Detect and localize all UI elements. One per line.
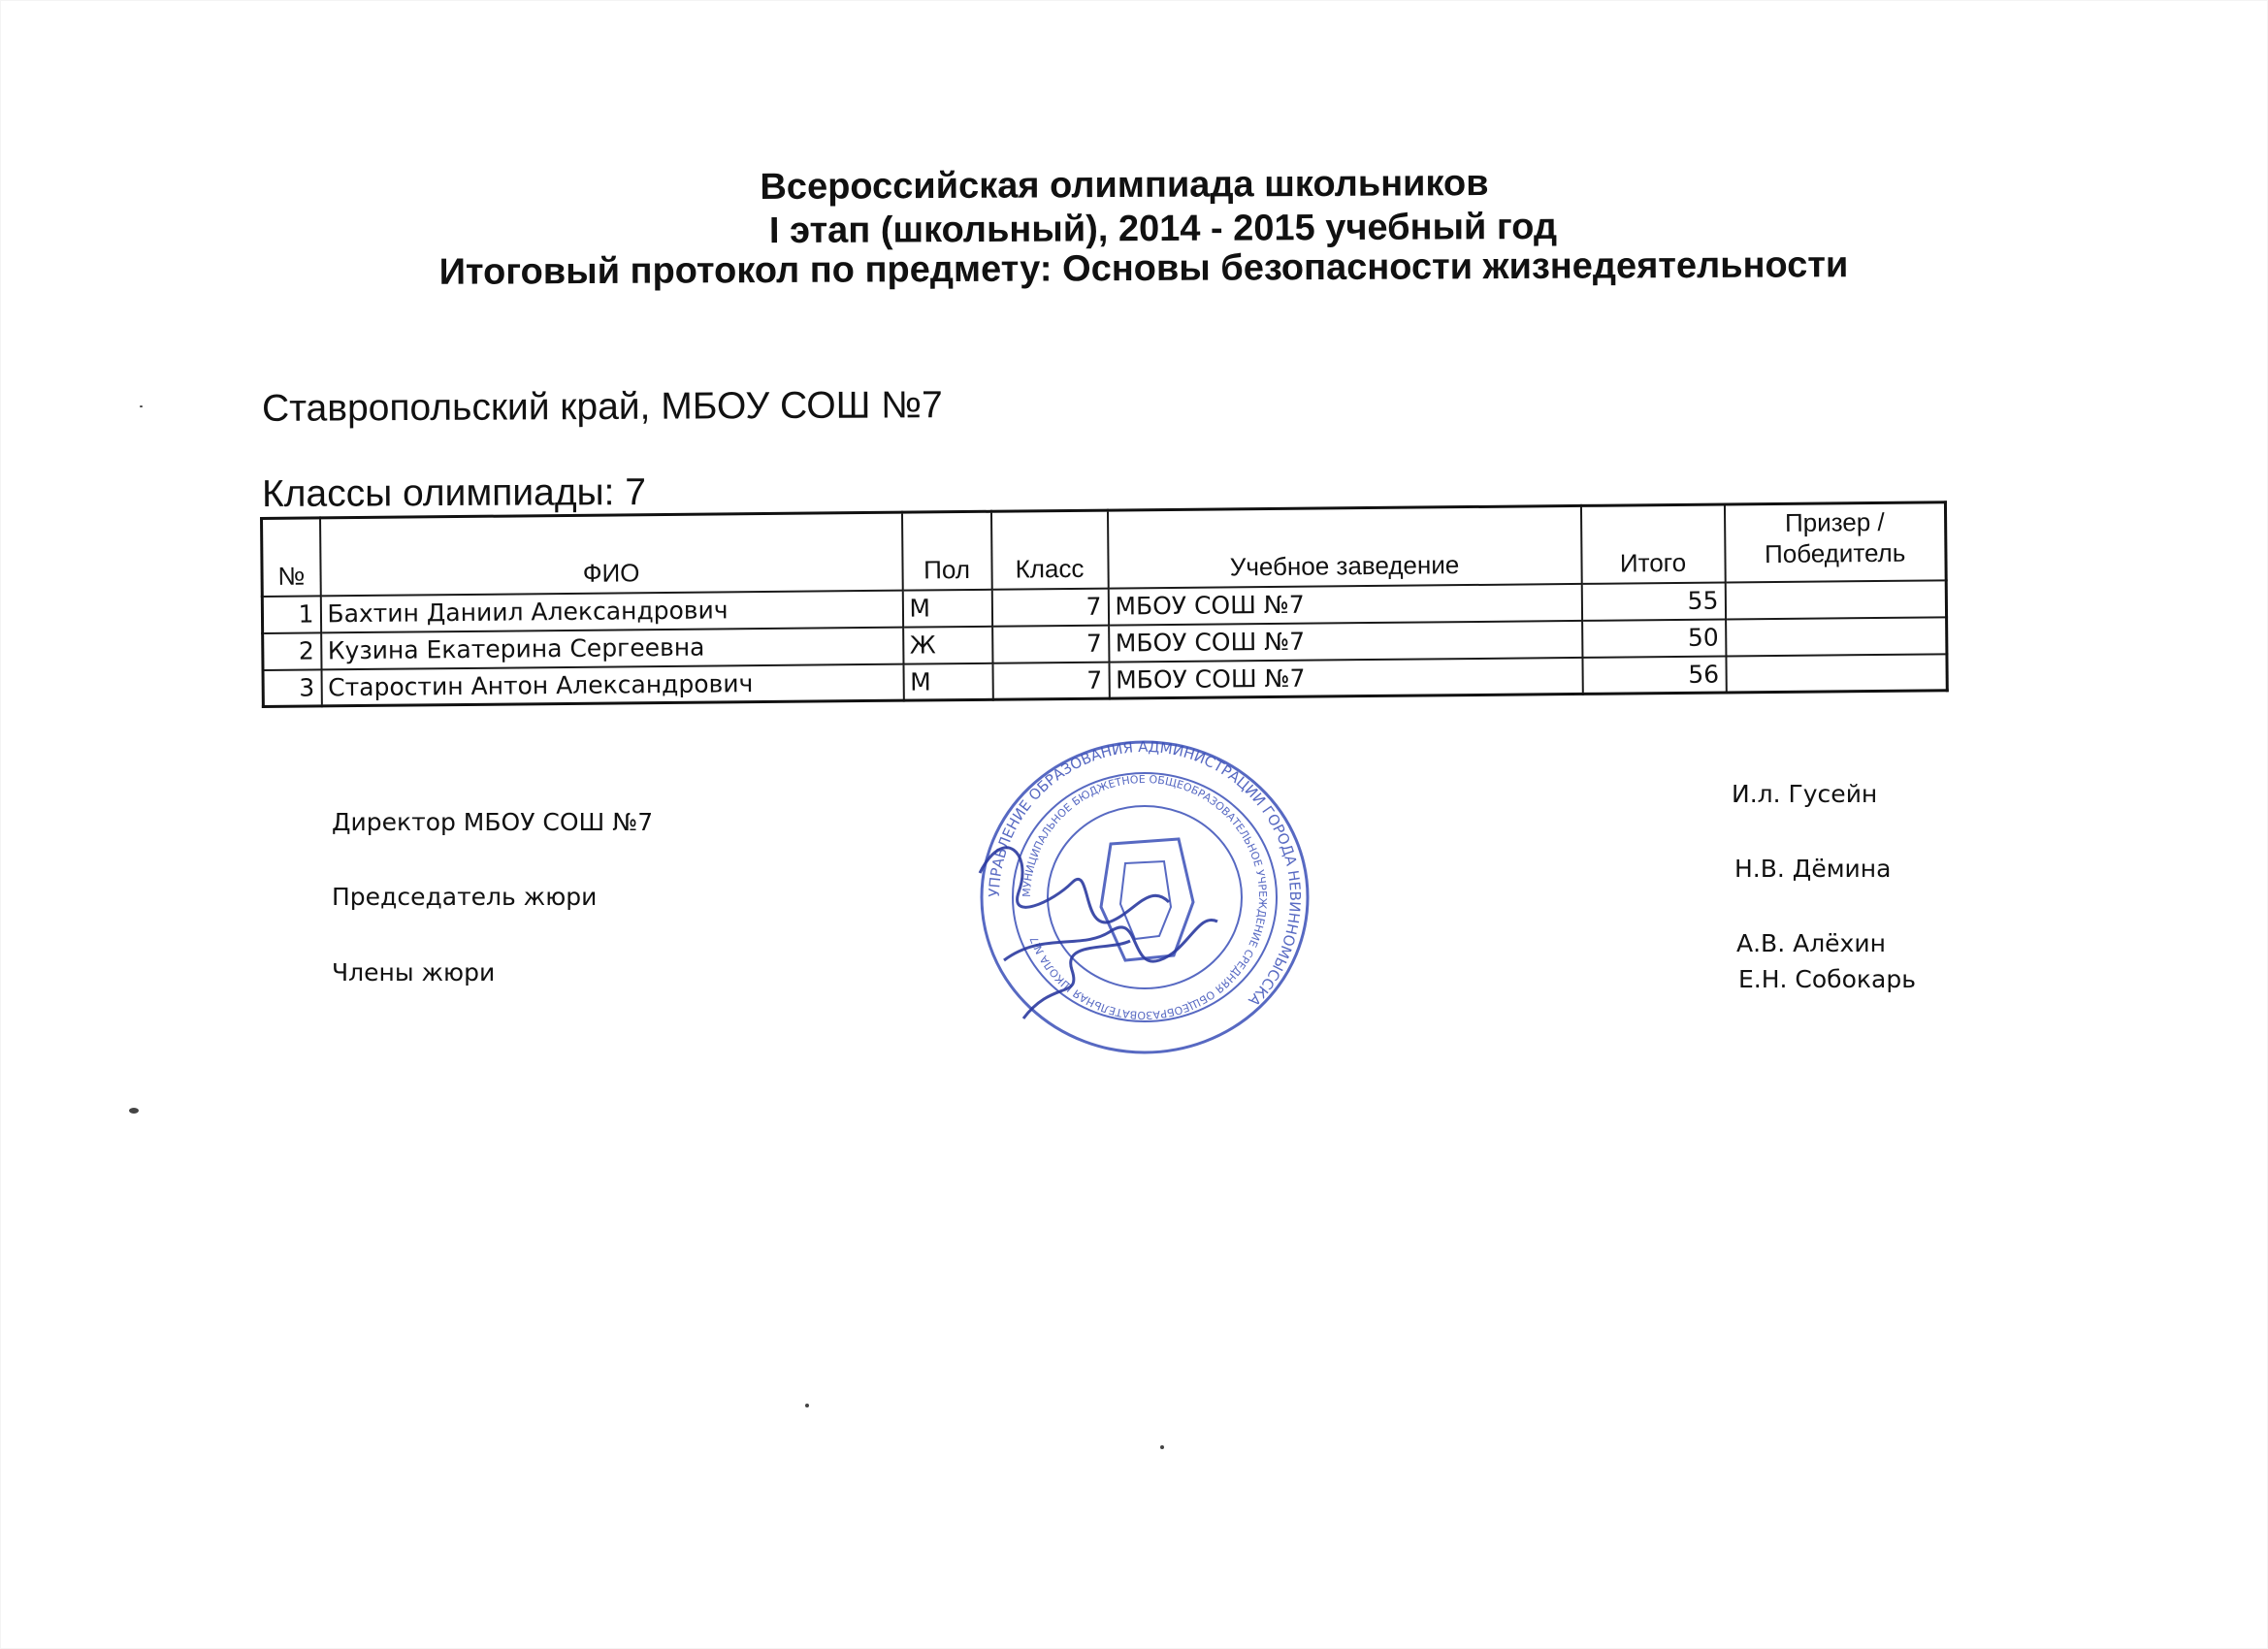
- results-table-container: [260, 501, 1949, 708]
- scan-speck: [140, 405, 143, 407]
- official-stamp: [965, 737, 1324, 1057]
- cell-prize: [1726, 654, 1947, 693]
- cell-school: МБОУ СОШ №7: [1109, 657, 1582, 698]
- cell-sex: М: [902, 589, 991, 627]
- cell-class: 7: [991, 588, 1108, 626]
- cell-number: 2: [263, 632, 321, 670]
- jury-chair-label: Председатель жюри: [332, 883, 598, 911]
- stamp-outer-text: УПРАВЛЕНИЕ ОБРАЗОВАНИЯ АДМИНИСТРАЦИИ ГОРОДА НЕВИННОМЫССКА: [985, 737, 1305, 1010]
- scan-speck: [805, 1404, 809, 1407]
- cell-sex: Ж: [903, 626, 992, 663]
- director-name: И.л. Гусейн: [1732, 780, 1878, 808]
- title-line-3: Итоговый протокол по предмету: Основы безопасности жизнедеятельности: [438, 244, 1849, 293]
- col-header-fio: ФИО: [320, 512, 903, 596]
- title-line-1: Всероссийская олимпиада школьников: [760, 163, 1489, 208]
- cell-total: 50: [1582, 619, 1726, 657]
- col-header-school: Учебное заведение: [1107, 505, 1581, 588]
- cell-fio: Бахтин Даниил Александрович: [320, 590, 902, 632]
- director-label: Директор МБОУ СОШ №7: [332, 808, 654, 836]
- jury-members-label: Члены жюри: [332, 958, 496, 986]
- cell-total: 55: [1581, 582, 1725, 620]
- jury-chair-name: Н.В. Дёмина: [1734, 855, 1892, 883]
- col-header-sex: Пол: [901, 511, 991, 590]
- cell-prize: [1725, 580, 1946, 619]
- cell-class: 7: [992, 662, 1109, 699]
- stamp-inner-text: МУНИЦИПАЛЬНОЕ БЮДЖЕТНОЕ ОБЩЕОБРАЗОВАТЕЛЬНОЕ УЧРЕЖДЕНИЕ СРЕДНЯЯ ОБЩЕОБРАЗОВАТЕЛЬНАЯ ШКОЛА №7: [1020, 772, 1270, 1022]
- title-line-2: I этап (школьный), 2014 - 2015 учебный год: [768, 206, 1558, 252]
- cell-number: 3: [263, 669, 321, 707]
- cell-prize: [1726, 617, 1947, 656]
- cell-fio: Кузина Екатерина Сергеевна: [321, 627, 903, 669]
- scan-speck: [1160, 1445, 1164, 1449]
- cell-class: 7: [992, 625, 1109, 663]
- col-header-class: Класс: [990, 510, 1108, 589]
- jury-member-1-name: А.В. Алёхин: [1736, 929, 1886, 957]
- results-table: [260, 501, 1949, 708]
- cell-fio: Старостин Антон Александрович: [321, 663, 903, 706]
- cell-school: МБОУ СОШ №7: [1108, 583, 1581, 625]
- cell-sex: М: [903, 663, 992, 700]
- jury-member-2-name: Е.Н. Собокарь: [1738, 965, 1916, 993]
- scan-speck: [129, 1108, 139, 1114]
- cell-school: МБОУ СОШ №7: [1109, 620, 1582, 662]
- col-header-number: №: [262, 518, 321, 597]
- olympiad-classes: Классы олимпиады: 7: [261, 470, 647, 516]
- col-header-prize: Призер / Победитель: [1724, 502, 1946, 582]
- cell-number: 1: [262, 596, 320, 633]
- region-school: Ставропольский край, МБОУ СОШ №7: [261, 384, 943, 430]
- col-header-total: Итого: [1580, 504, 1725, 583]
- cell-total: 56: [1582, 656, 1726, 694]
